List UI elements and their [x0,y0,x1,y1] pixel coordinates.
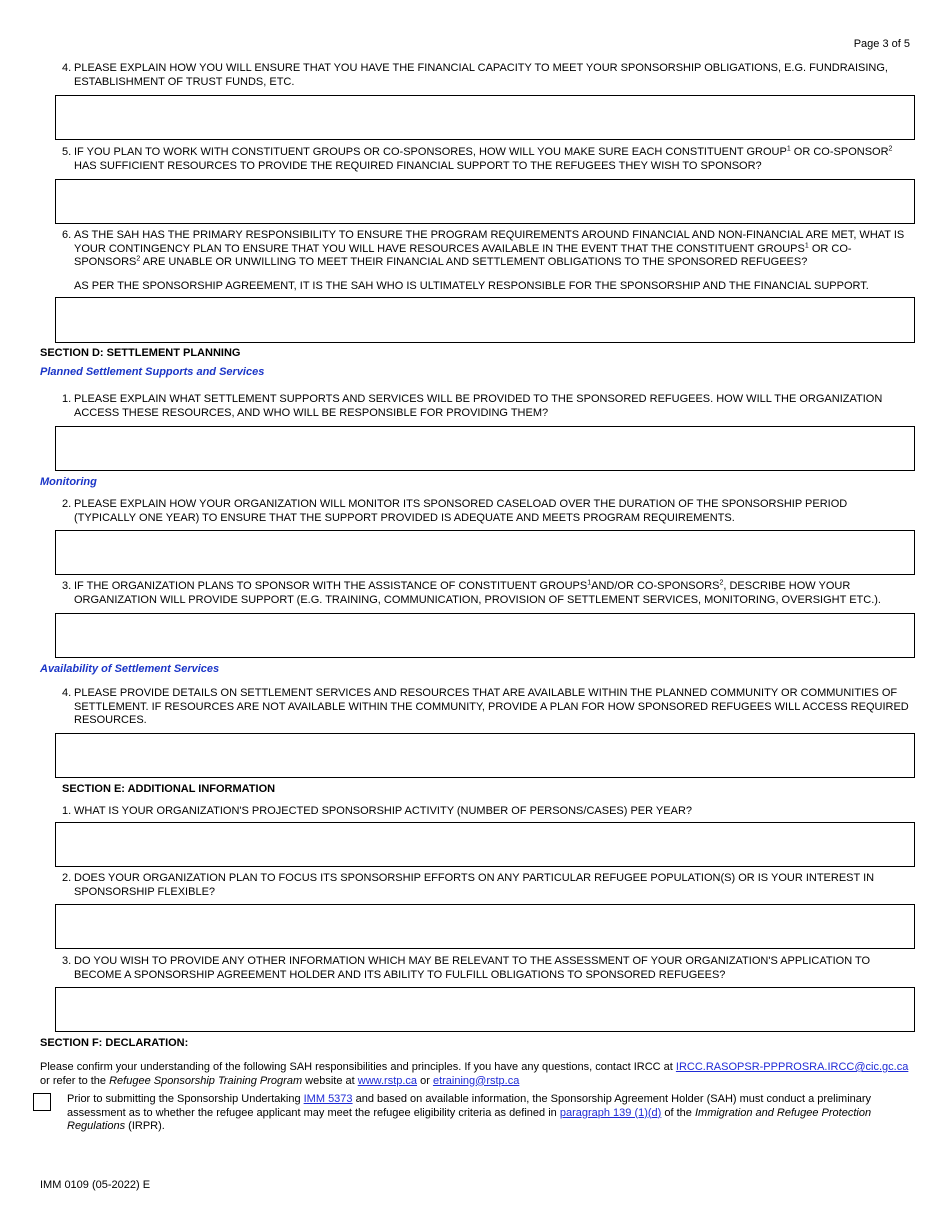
answer-d2-field[interactable] [56,531,914,574]
question-number: 3. [62,955,72,967]
footnote-1: 1 [786,145,791,153]
declaration-statement [67,1093,887,1134]
question-text: ARE UNABLE OR UNWILLING TO MEET THEIR FINANCIAL AND SETTLEMENT OBLIGATIONS TO THE SPONSORED REFUGEES? [140,256,808,268]
answer-e1-field[interactable] [56,823,914,866]
question-text: WHAT IS YOUR ORGANIZATION'S PROJECTED SPONSORSHIP ACTIVITY (NUMBER OF PERSONS/CASES) PER YEAR? [74,805,693,817]
rstp-website-link[interactable]: www.rstp.ca [357,1074,418,1087]
question-c6-note: AS PER THE SPONSORSHIP AGREEMENT, IT IS THE SAH WHO IS ULTIMATELY RESPONSIBLE FOR THE SPONSORSHIP AND THE FINANCIAL SUPPORT. [74,280,869,292]
answer-e2-box[interactable] [55,904,915,949]
rstp-email-link[interactable]: etraining@rstp.ca [432,1074,520,1087]
question-text: HAS SUFFICIENT RESOURCES TO PROVIDE THE REQUIRED FINANCIAL SUPPORT TO THE REFUGEES THEY WISH TO SPONSOR? [74,159,762,172]
question-c5 [62,146,912,173]
ircc-email-link[interactable]: IRCC.RASOPSR-PPPROSRA.IRCC@cic.gc.ca [675,1061,909,1073]
answer-c4-box[interactable] [55,95,915,140]
answer-d3-field[interactable] [56,614,914,657]
answer-c4-field[interactable] [56,96,914,139]
program-name: Refugee Sponsorship Training Program [109,1074,303,1087]
intro-text: Please confirm your understanding of the following SAH responsibilities and principles. If you have any questions, contact IRCC at [40,1061,676,1073]
question-number: 2. [62,498,72,510]
question-text: IF YOU PLAN TO WORK WITH CONSTITUENT GROUPS OR CO-SPONSORES, HOW WILL YOU MAKE SURE EACH CONSTITUENT GROUP [74,146,787,158]
regulation-name: Immigration and Refugee Protection Regulations [67,1106,872,1132]
question-d1 [62,393,912,420]
question-text: PLEASE EXPLAIN WHAT SETTLEMENT SUPPORTS AND SERVICES WILL BE PROVIDED TO THE SPONSORED REFUGEES. HOW WILL THE ORGANIZATION ACCESS THESE RESOURCES, AND WHO WILL BE RESPONSIBLE FOR PROVIDING THEM? [74,393,883,419]
question-text: PLEASE PROVIDE DETAILS ON SETTLEMENT SERVICES AND RESOURCES THAT ARE AVAILABLE WITHIN THE PLANNED COMMUNITY OR COMMUNITIES OF SETTLEMENT. IF RESOURCES ARE NOT AVAILABLE WITHIN THE COMMUNITY, PROVIDE A PLAN FOR HOW SPONSORED REFUGEES WILL ACCESS REQUIRED RESOURCES. [74,687,909,726]
answer-e3-box[interactable] [55,987,915,1032]
section-f-title: SECTION F: DECLARATION: [40,1037,189,1049]
answer-d4-box[interactable] [55,733,915,778]
question-number: 6. [62,229,72,241]
answer-e3-field[interactable] [56,988,914,1031]
question-text: OR CO-SPONSORS [74,242,852,268]
answer-e2-field[interactable] [56,905,914,948]
intro-text: or refer to the [40,1074,110,1087]
question-number: 3. [62,580,72,592]
answer-c5-field[interactable] [56,180,914,223]
answer-d4-field[interactable] [56,734,914,777]
intro-text: website at [302,1074,358,1087]
question-text: PLEASE EXPLAIN HOW YOU WILL ENSURE THAT YOU HAVE THE FINANCIAL CAPACITY TO MEET YOUR SPONSORSHIP OBLIGATIONS, E.G. FUNDRAISING, ESTABLISHMENT OF TRUST FUNDS, ETC. [74,62,888,88]
subheading-monitoring: Monitoring [40,476,97,488]
answer-c6-box[interactable] [55,297,915,343]
intro-text: or [417,1074,433,1087]
section-e-title: SECTION E: ADDITIONAL INFORMATION [62,783,276,795]
question-number: 1. [62,393,72,405]
answer-d2-box[interactable] [55,530,915,575]
section-d-title: SECTION D: SETTLEMENT PLANNING [40,347,241,359]
footnote-1: 1 [587,579,592,587]
question-number: 5. [62,146,72,158]
question-c4 [62,62,912,89]
question-number: 4. [62,62,72,74]
question-e3 [62,955,912,982]
page-number: Page 3 of 5 [853,38,910,50]
declaration-intro [40,1061,915,1088]
question-text: , DESCRIBE HOW YOUR ORGANIZATION WILL PROVIDE SUPPORT (E.G. TRAINING, COMMUNICATION, PROVISION OF SETTLEMENT SERVICES, MONITORING, OVERSIGHT ETC.). [74,580,881,606]
declaration-checkbox[interactable] [33,1093,51,1111]
declaration-text: (IRPR). [125,1120,165,1132]
question-number: 1. [62,805,72,817]
question-number: 4. [62,687,72,699]
answer-d1-box[interactable] [55,426,915,471]
paragraph-139-link[interactable]: paragraph 139 (1)(d) [559,1106,662,1119]
subheading-availability: Availability of Settlement Services [40,663,220,675]
answer-d1-field[interactable] [56,427,914,470]
question-d2 [62,498,912,525]
question-d4 [62,687,912,728]
question-e1 [62,805,912,819]
footnote-2: 2 [888,145,893,153]
imm5373-link[interactable]: IMM 5373 [303,1093,353,1105]
subheading-planned-settlement: Planned Settlement Supports and Services [40,366,265,378]
question-e2 [62,872,912,899]
question-text: DOES YOUR ORGANIZATION PLAN TO FOCUS ITS SPONSORSHIP EFFORTS ON ANY PARTICULAR REFUGEE POPULATION(S) OR IS YOUR INTEREST IN SPONSORSHIP FLEXIBLE? [74,872,875,898]
footnote-1: 1 [804,241,809,249]
answer-d3-box[interactable] [55,613,915,658]
question-text: IF THE ORGANIZATION PLANS TO SPONSOR WITH THE ASSISTANCE OF CONSTITUENT GROUPS [74,580,588,592]
question-text: PLEASE EXPLAIN HOW YOUR ORGANIZATION WILL MONITOR ITS SPONSORED CASELOAD OVER THE DURATION OF THE SPONSORSHIP PERIOD (TYPICALLY ONE YEAR) TO ENSURE THAT THE SUPPORT PROVIDED IS ADEQUATE AND MEETS PROGRAM REQUIREMENTS. [74,498,848,524]
question-c6 [62,229,912,270]
question-text: AND/OR CO-SPONSORS [591,580,720,592]
declaration-text: of the [661,1106,695,1119]
question-text: AS THE SAH HAS THE PRIMARY RESPONSIBILITY TO ENSURE THE PROGRAM REQUIREMENTS AROUND FINANCIAL AND NON-FINANCIAL ARE MET, WHAT IS YOUR CONTINGENCY PLAN TO ENSURE THAT YOU WILL HAVE RESOURCES AVAILABLE IN THE EVENT THAT THE CONSTITUENT GROUPS [74,229,905,255]
question-text: OR CO-SPONSOR [790,146,889,158]
question-d3 [62,580,912,607]
footnote-2: 2 [136,255,141,263]
question-text: DO YOU WISH TO PROVIDE ANY OTHER INFORMATION WHICH MAY BE RELEVANT TO THE ASSESSMENT OF YOUR ORGANIZATION'S APPLICATION TO BECOME A SPONSORSHIP AGREEMENT HOLDER AND ITS ABILITY TO FULFILL OBLIGATIONS TO SPONSORED REFUGEES? [74,955,871,981]
answer-c5-box[interactable] [55,179,915,224]
footnote-2: 2 [719,579,724,587]
form-id: IMM 0109 (05-2022) E [40,1179,151,1191]
declaration-text: and based on available information, the Sponsorship Agreement Holder (SAH) must conduct a preliminary assessment as to whether the refugee applicant may meet the refugee eligibility criteria as defined in [67,1093,872,1119]
answer-c6-field[interactable] [56,298,914,342]
answer-e1-box[interactable] [55,822,915,867]
question-number: 2. [62,872,72,884]
declaration-text: Prior to submitting the Sponsorship Undertaking [67,1093,304,1105]
